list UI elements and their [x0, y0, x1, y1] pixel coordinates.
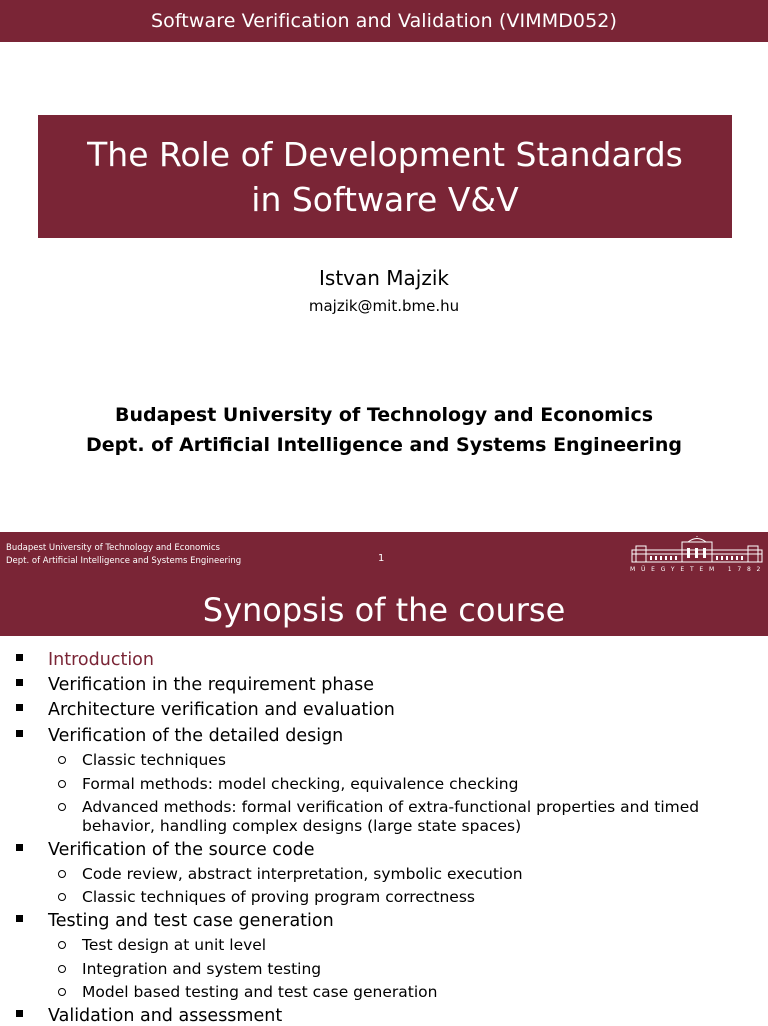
university-name: Budapest University of Technology and Economics — [114, 404, 654, 426]
footer-department: Dept. of Artificial Intelligence and Systems Engineering — [6, 556, 242, 566]
sub-list-item: Classic techniques of proving program correctness — [82, 888, 475, 906]
circle-bullet-icon — [58, 756, 66, 764]
department-name: Dept. of Artificial Intelligence and Systems Engineering — [85, 434, 683, 456]
title-line-2: in Software V&V — [251, 179, 519, 219]
sub-list-item: Classic techniques — [82, 751, 226, 769]
author-email: majzik@mit.bme.hu — [308, 297, 460, 315]
circle-bullet-icon — [58, 893, 66, 901]
list-item: Testing and test case generation — [48, 911, 334, 931]
slide-title: Synopsis of the course — [202, 591, 566, 629]
title-line-1: The Role of Development Standards — [87, 134, 683, 174]
sub-list-item: Integration and system testing — [82, 960, 321, 978]
slide-title-bar — [0, 584, 768, 636]
circle-bullet-icon — [58, 965, 66, 973]
square-bullet-icon — [16, 844, 23, 851]
square-bullet-icon — [16, 730, 23, 737]
course-title: Software Verification and Validation (VIMMD052) — [150, 10, 618, 32]
course-title-bar — [0, 0, 768, 42]
list-item: Verification in the requirement phase — [48, 675, 374, 695]
sub-list-item: Model based testing and test case generation — [82, 983, 437, 1001]
sub-list-item: Advanced methods: formal verification of extra-functional properties and timed behavior, handling complex designs (large state spaces) — [82, 798, 699, 836]
list-item: Introduction — [48, 650, 154, 670]
square-bullet-icon — [16, 915, 23, 922]
circle-bullet-icon — [58, 941, 66, 949]
square-bullet-icon — [16, 679, 23, 686]
circle-bullet-icon — [58, 870, 66, 878]
page-number: 1 — [378, 553, 385, 564]
circle-bullet-icon — [58, 780, 66, 788]
footer-university: Budapest University of Technology and Economics — [6, 543, 220, 553]
sub-list-item: Code review, abstract interpretation, symbolic execution — [82, 865, 523, 883]
list-item: Validation and assessment — [48, 1006, 282, 1026]
circle-bullet-icon — [58, 803, 66, 811]
logo-caption: MŰEGYETEM 1782 — [630, 566, 767, 573]
list-item: Architecture verification and evaluation — [48, 700, 395, 720]
course-outline-list — [0, 636, 768, 1024]
square-bullet-icon — [16, 654, 23, 661]
square-bullet-icon — [16, 704, 23, 711]
list-item: Verification of the source code — [48, 840, 314, 860]
author-name: Istvan Majzik — [319, 266, 449, 290]
square-bullet-icon — [16, 1010, 23, 1017]
sub-list-item: Formal methods: model checking, equivalence checking — [82, 775, 518, 793]
title-box — [38, 115, 732, 238]
sub-list-item: Test design at unit level — [82, 936, 266, 954]
list-item: Verification of the detailed design — [48, 726, 343, 746]
circle-bullet-icon — [58, 988, 66, 996]
